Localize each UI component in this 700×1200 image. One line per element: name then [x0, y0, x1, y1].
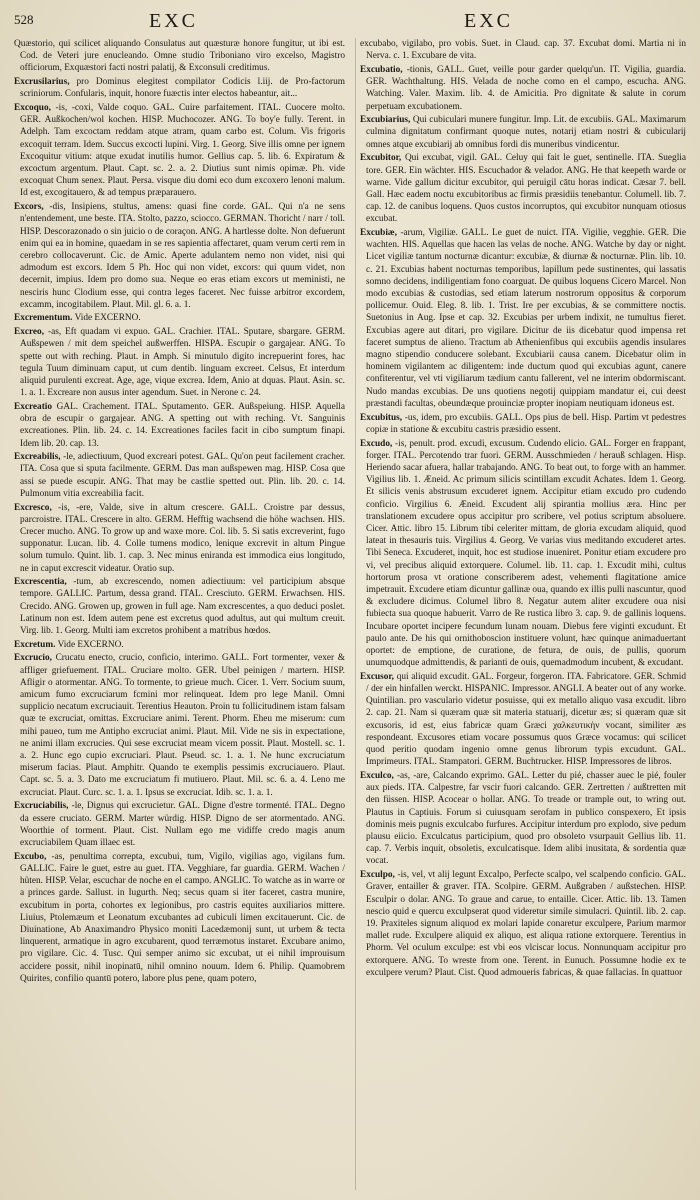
entry-headword: Excusor,: [360, 671, 395, 682]
entry-headword: Excretum.: [14, 639, 56, 650]
entry-text: -as, Eft quadam vi expuo. GAL. Crachier. ITAL. Sputare, sbargare. GERM. Außspewen / mit dem speichel außwerffen. HISPA. Escupir o gargajear. ANG. To spette out with reching. Plaut. in Amph. Si minutulo digito increpuerint fores, hac tegula Tuum diminuam caput, ut cum dentib. linguam excreet. Celsus, Et interdum aliquid purulenti excreat. Age, age, vique excrea. Idem, Anio at dquas. Plaut. Asin. sc. 1. a. 1. Excreare non ausus inter agendum. Suet. in Nerone c. 24.: [20, 327, 345, 399]
entry-text: -le, Dignus qui excrucietur. GAL. Digne d'estre tormenté. ITAL. Degno da essere cruciato. GERM. Marter würdig. HISP. Digno de ser atormentado. ANG. Woorthie of torment. Plaut. Cist. Nullam ego me vidiffe credo magis anum excruciabilem Quam illaec est.: [20, 801, 345, 848]
dictionary-entry: [14, 38, 345, 75]
left-running-title: EXC: [149, 10, 198, 32]
entry-headword: Excubiæ,: [360, 228, 397, 239]
entry-headword: Excreo,: [14, 327, 45, 338]
entry-text: -arum, Vigiliæ. GALL. Le guet de nuict. ITA. Vigilie, vegghie. GER. Die wachten. HIS. Aquellas que hacen las velas de noche. ANG. Watche by day or night. Licet vigiliæ tantum nocturnæ dicantur: excubiæ, & diurnæ & nocturnæ. Plin. lib. 10. c. 21. Excubias habent nocturnas temporibus, lapillum pede sustinentes, qui lassatis somno decidens, indiligentiam fono coarguat. De quibus loquens Cicero Marcel. Non modo excubias & custodias, sed etiam laterum nostrorum oppositus & corporum pollicemur. Ouid. Eleg. 8. lib. 1. Trist. Ire per excubias, & se committere noctis. Suetonius in Aug. Ipse et cap. 32. Excubias per urbem indixit, ne tumultus fieret. Excubias agere aut ditari, pro vigilare. Dicitur de iis dicebatur quod impensa ret faceret sumptus de alieno. Tractum ab Athenienfibus qui excubiis agendis insulares magno stipendio conducere solebant. Excubiarii causa canem. Dicebatur olim in hominem vigilantem ac diligentem: inde ductum quod qui excubias agunt, canere confiterentur, vel vti vigiliarum tædium cantu fallerent, vel ne interim obdormiscant. Nudo mandas excubias. De uns quotiens negotij quippiam mandatur ei, cui deest præstandi facultas, obeundæque prouinciæ propter inopiam neutiquam idoneus est.: [366, 228, 686, 409]
entry-text: qui aliquid excudit. GAL. Forgeur, forgeron. ITA. Fabricatore. GER. Schmid / der ein hinfallen werckt. HISPANIC. Impressor. ANGLI. A beater out of any worke. Quintilian. pro vasculario videtur posuisse, qui ex metallo aliquo vasa excudit. libro 2. cap. 21. Nam si quæram quæ sit materia statuarij, dicetur æs; si quæram quæ sit excusoris, id est, eius fabricæ quam Græci χαλκευτικὴν vocant, similiter æs respondeant. Excusores etiam vocare possumus quos Græce vocamus: qui scilicet quod peritio quodam ingenio omne genus librorum typis excudunt. GAL. Imprimeurs. ITAL. Stampatori. GERM. Buchtrucker. HISP. Impressores de libros.: [366, 671, 686, 768]
left-column: [14, 38, 345, 1190]
entry-text: -is, -ere, Valde, sive in altum crescere. GALL. Croistre par dessus, parcroistre. ITAL. Crescere in alto. GERM. Hefftig wachsend die höhe wachsen. HIS. Crecer mucho. ANG. To grow up and waxe more. Col. lib. 5. Si satis excreverint, fugo supponatur. Lucan. lib. 4. Colle tumens modico, lenique excrevit in altum Pingue solum tumulo. Quint. lib. 1. cap. 3. Nec minus eniranda est immodica eius longitudo, ne in caput excrescit videatur. Oratio sup.: [20, 502, 345, 574]
dictionary-entry: [14, 639, 345, 651]
dictionary-entry: [360, 412, 686, 436]
entry-text: GAL. Crachement. ITAL. Sputamento. GER. Außspeiung. HISP. Aquella obra de escupir o gargajear. ANG. A spetting out with reching. Vt. Sanguinis excreationes. Plin. lib. 24. c. 14. Excreationes faciles facit in cibo sumptum finapi. Idem lib. 20. cap. 13.: [20, 401, 345, 449]
dictionary-entry: [360, 770, 686, 868]
entry-headword: Excubitor,: [360, 153, 402, 164]
right-running-title: EXC: [464, 10, 513, 32]
dictionary-entry: [14, 576, 345, 637]
entry-headword: Excubiarius,: [360, 115, 411, 126]
dictionary-entry: [14, 800, 345, 849]
dictionary-entry: [14, 652, 345, 798]
dictionary-entry: [360, 869, 686, 979]
entry-text: -tionis, GALL. Guet, veille pour garder quelqu'un. IT. Vigilia, guardia. GER. Wachthaltung. HIS. Velada de noche como en el campo, escucha. ANG. Watching. Valer. Maxim. lib. 4. de Amicitia. Pro dignitate & salute in corum perpetuam excubationem.: [366, 64, 686, 112]
dictionary-entry: [14, 502, 345, 575]
dictionary-entry: [14, 451, 345, 500]
entry-text: Qui cubiculari munere fungitur. Imp. Lit. de excubiis. GAL. Maximarum culmina dignitatum confirmant quoque nutes, notarij etiam nostri & cubicularij omnes atque excubiarij ab omnibus fordi dis muneribus vindicentur.: [366, 115, 686, 150]
entry-headword: Excreabilis,: [14, 452, 61, 463]
entry-text: Qui excubat, vigil. GAL. Celuy qui fait le guet, sentinelle. ITA. Sueglia tore. GER. Ein wächter. HIS. Escuchador & velador. ANG. He that keepeth warde or warne. Vide gallum dicitur excubitor, qui peruigil cātu horas indicat. Cæsar 7. bell. Gall. Hæc eadem noctu excubitoribus ac firmis præsidiis tenebantur. Columell. lib. 7. cap. 12. de canibus loquens. Quos custos incorruptos, qui excubitor nunquam otiosus excubat.: [366, 153, 686, 225]
entry-headword: Excrucio,: [14, 653, 52, 664]
entry-text: -tum, ab excrescendo, nomen adiectiuum: vel participium absque tempore. GALLIC. Partum, dessa grand. ITAL. Cresciuto. GERM. Erwachsen. HIS. Crecido. ANG. Growen up, growen in full age. Nam excrescentes, a quo deduci poslet. Latinum non est. Idem autem pene est excretus quod adultus, aut qui multum creuit. Virg. lib. 1. Georg. Multi iam excretos prohibent a matribus hœdos.: [20, 577, 345, 637]
entry-headword: Excubitus,: [360, 412, 403, 423]
right-column: [355, 38, 686, 1190]
entry-text: -is, -coxi, Valde coquo. GAL. Cuire parfaitement. ITAL. Cuocere molto. GER. Außkochen/wol kochen. HISP. Muchocozer. ANG. To boy'e fully. Terent. in Adelph. Tam excoctam reddam atque atram, quam carbo est. Colum. Vis frigoris excoquit terram. Idem. Succus excocti lupini. Virg. 1. Georg. Sive illis omne per ignem Excoquitur vitium: atque exudat inutilis humor. Gellius cap. 5. lib. 6. Expiratum & excoctum argentum. Plaut. Capt. sc. 2. a. 2. Diutius sunt nimis opimæ. Ph. vide excoquat Chum senex. Plaut. Persa. visque diu domi eco dum excoxero lenoni malum. Id est, excogitauero, & ad tempus præparauero.: [20, 103, 345, 199]
dictionary-entry: [360, 227, 686, 410]
entry-headword: Exculco,: [360, 770, 394, 781]
entry-text: -as, penultima correpta, excubui, tum, Vigilo, vigilias ago, vigilans fum. GALLIC. Faire le guet, estre au guet. ITA. Vegghiare, far guardia. GERM. Wachen / hüten. HISP. Velar, escuchar de noche en el campo. ANGLIC. To watche as in warre or a princes garde. Sallust. in Iugurth. Neq; secus quam si iter faceret, castra munire, excubitum in porta, cohortes ex legionibus, pro castris equites auxiliarios mittere. Liuius, Ptolemæum et Leonatum excubantes ad cubiculi limen excitauerunt. Cic. de Diuinatione, Ab Anaximandro Physico moniti Lacedæmonij sunt, ut urbem & tecta linquerent, armatique in agro excubarent, quod terræmotus instaret. Excubare animo, pro vigilare. Cic. 4. Tusc. Qui semper animo sic excubat, ut ei nihil improuisum accidere possit, nihil inopinatū, nihil omnino nouum. Idem 6. Philip. Quamobrem Quirites, confilio quantū potero, labore plus pene, quam potero,: [20, 851, 345, 984]
entry-text: Quæstorio, qui scilicet aliquando Consulatus aut quæsturæ honore fungitur, ut ibi est. Cod. de Veteri jure enucleando. Omne studio Triboniano viro excelso, Magistro officiorum, Exquæstori facti nostri palatij, & Exconsuli creditimus.: [14, 39, 345, 74]
dictionary-entry: [360, 438, 686, 670]
dictionary-entry: [14, 851, 345, 985]
dictionary-entry: [14, 201, 345, 311]
dictionary-entry: [360, 152, 686, 225]
page-number: 528: [14, 12, 34, 27]
running-header: [14, 10, 686, 34]
dictionary-entry: [14, 312, 345, 324]
entry-text: -us, idem, pro excubiis. GALL. Ops pius de bell. Hisp. Partim vt pedestres copiæ in statione & excubitu castris præsidio essent.: [366, 412, 686, 435]
entry-headword: Exculpo,: [360, 870, 395, 881]
dictionary-entry: [14, 76, 345, 100]
entry-text: Vide EXCERNO.: [74, 313, 141, 324]
entry-headword: Excubo,: [14, 851, 47, 862]
entry-headword: Excrescentia,: [14, 577, 67, 588]
entry-headword: Excoquo,: [14, 103, 51, 114]
entry-headword: Excruciabilis,: [14, 801, 69, 812]
dictionary-entry: [360, 114, 686, 151]
entry-text: -is, vel, vt alij legunt Excalpo, Perfecte scalpo, vel scalpendo conficio. GAL. Graver, entailler & graver. ITA. Scolpire. GERM. Außgraben / außstechen. HISP. Esculpir o dolar. ANG. To graue and carue, to entaille. Cicer. Attic. lib. 13. Tamen nescio quid e quercu exculpserat quod videretur simile simulacri. Quintil. lib. 2. cap. 19. Praxiteles signum aliquod ex molari lapide conaretur exculpere, Parium marmor mallet rude. Exculpere aliquid ex aliquo, est aliqua ratione extorquere. Terentius in Phorm. Vel oculum exculpe: est vbi eos vlciscar locus. Nonnunquam accipitur pro extorquere. ANG. To wreste from one. Terent. in Eunuch. Possumne hodie ex te exculpere verum? Plaut. Cist. Quod admoueris fabricas, & quae fallacias. In quattuor: [366, 870, 686, 978]
entry-text: pro Dominus elegitest compilator Codicis l.iij. de Pro-factorum scriniorum. Confularis, inquit, honore fuæctis inter electos habeantur, ait...: [20, 77, 345, 100]
entry-text: -is, penult. prod. excudi, excusum. Cudendo elicio. GAL. Forger en frappant, forger. ITAL. Percotendo trar fuori. GERM. Ausschmieden / herauß schlagen. Hisp. Heriendo sacar afuera, hallar trabajando. ANG. To beat out, to forge with an hammer. Vigilius lib. 1. Æneid. Ac primum silicis scintillam excudit Achates. Idem 1. Georg. Et silicis venis abstrusum excuderet ignem. Accipitur etiam excudo pro cudendo conficio. Virgilius 6. Æneid. Excudent alij spirantia mollius æra. Hinc per translationem excudere opus accipitur pro scribere, vel potius scriptum absoluere. Cicer. Attic. libro 15. Librum tibi celeriter mittam, de gloria excudam aliquid, quod lateat in thesauris tuis. Virgilius 4. Georg. Ve varias vius meditando excuderet artes. Tibi Seneca. Excuderet, inquit, hoc est studiose inueniret. Ponitur etiam excudere pro vi, vel precibus aliquid extorquere. Columel. lib. 11. cap. 1. Excudit mihi, cultus hortorum prosa vt oratione conscriberem adest, vehementi flagitatione amice impetrauit. Excudere etiam dicuntur gallinæ oua, quando ex illis pulli nascuntur, quod & excludere dicimus. Columel libro 8. Negatur autem aliter excudere oua nisi fubiecta sua quoque habuerit. Varro de Re rustica libro 3. cap. 9. de gallinis loquens. Incubare oportet incipere fecundum lunam nouam. Diebus fere viginti excudunt. Et paulo ante. De his qui ornithoboscion instituere volunt, hæc quinque animaduertant oportet: de emptione, de curatione, de fetura, de ouis, de pullis, quorum unumquodque admittendis, & parianti de ouis, quemadmodum incubent, & excudant.: [366, 438, 686, 669]
entry-headword: Excubatio,: [360, 64, 403, 75]
dictionary-entry: [14, 102, 345, 200]
entry-headword: Excrusilarius,: [14, 77, 70, 88]
dictionary-entry: [360, 64, 686, 113]
entry-text: excubabo, vigilabo, pro vobis. Suet. in Claud. cap. 37. Excubat domi. Martia ni in Nerva. c. 1. Excubare de vita.: [360, 39, 686, 62]
dictionary-entry: [14, 401, 345, 450]
entry-text: Crucatu enecto, crucio, conficio, interimo. GALL. Fort tormenter, vexer & affliger griefuement. ITAL. Cruciare molto. GER. Ubel peinigen / martern. HISP. Afligir o atormentar. ANG. To tormente, to grieue much. Cicer. 1. Verr. Socium suum, amicum fumo excruciarum fcmini mor relinqueat. Idem pro lege Manil. Omni supplicio necatum excruciauit. Terentius Heauton. Proin tu follicitudinem istam falsam quæ te excruciat, omittas. Excruciare animi. Terent. Phorm. Eheu me miserum: cum mihi paueo, tum me Antipho excruciat animi. Plaut. Mil. Vide ne sis in expectatione, ne animi illam excrucies. Qui sese excruciat meam vicem possit. Plaut. Mostell. sc. 1. a. 2. Hunc ego cupio excruciari. Plaut. Pseud. sc. 1. a. 1. Ne hunc excruciatum miserum facias. Plaut. Amphitr. Quando te exemplis pessimis excruciauero. Plaut. Capt. sc. 5. a. 3. Dato me excruciatum fi mutiuero. Plaut. Mil. sc. 6. a. 4. Leno me excruciat. Plaut. Curc. sc. 1. a. 1. Ipsus se excruciat. Idib. sc. 1. a. 1.: [20, 653, 345, 798]
text-columns: [14, 38, 686, 1190]
entry-headword: Excreatio: [14, 401, 53, 412]
entry-text: -dis, Insipiens, stultus, amens: quasi fine corde. GAL. Qui n'a ne sens n'entendement, une beste. ITA. Stolto, pazzo, sciocco. GERMAN. Thoricht / narr / toll. HISP. Descorazonado o sin juicio o de coraçon. ANG. A hartlesse dolte. Non defuerunt enim qui ea in homine, quaedam in se res sapientia affectaret, quam verum certi rem in cerebro collocaverunt. Cic. de Amic. Aperte adulantem nemo non videt, nisi qui admodum est excors. Idem 5 Ph. Hoc qui non videt, excors: qui quum videt, non decernit, impius. Idem pro domo sua. Neque eo eras etiam excors ut meministi, ne nesciris hunc Clodium esse, qui contra leges faceret. Nec fuisse arbitror excordem, excamm, incogitabilem. Plaut. Mil. gl. 6. a. 1.: [20, 202, 345, 310]
dictionary-entry: [360, 671, 686, 769]
dictionary-entry: [360, 38, 686, 62]
entry-headword: Excors,: [14, 202, 44, 213]
entry-headword: Excudo,: [360, 438, 393, 449]
entry-headword: Excresco,: [14, 502, 52, 513]
entry-text: Vide EXCERNO.: [57, 639, 124, 650]
dictionary-entry: [14, 326, 345, 399]
entry-headword: Excrementum.: [14, 313, 73, 324]
entry-text: -as, -are, Calcando exprimo. GAL. Letter du pié, chasser auec le pié, fouler aux pieds. ITA. Calpestre, far vscir fuori calcando. GER. Zertretten / außtretten mit den füssen. HISP. Acocear o hollar. ANG. To treade or trample out, to wring out. Plautus in Captiuis. Forum si cuiusquam serofam in publico conspexero, Et ipsis dominis meis pugnis exculcabo furfures. Accipitur interdum pro explodo, sive pedum plausu eiicio. Exculcatus participium, quod pro obsoleto vsurpauit Gellius lib. 11. cap. 7. Verbis inquit, obsoletis, exculcatisque. Idem alibi inusitata, & sordentia quæ vocat.: [366, 770, 686, 867]
entry-text: -le, adiectiuum, Quod excreari potest. GAL. Qu'on peut facilement cracher. ITA. Cosa que si sputa facilmente. GERM. Das man außspewen mag. HISP. Cosa que assi se puede escupir. ANG. That may be castlie spetted out. Plin. lib. 20. c. 14. Pulmonum vitia excreabilia facit.: [20, 452, 345, 499]
